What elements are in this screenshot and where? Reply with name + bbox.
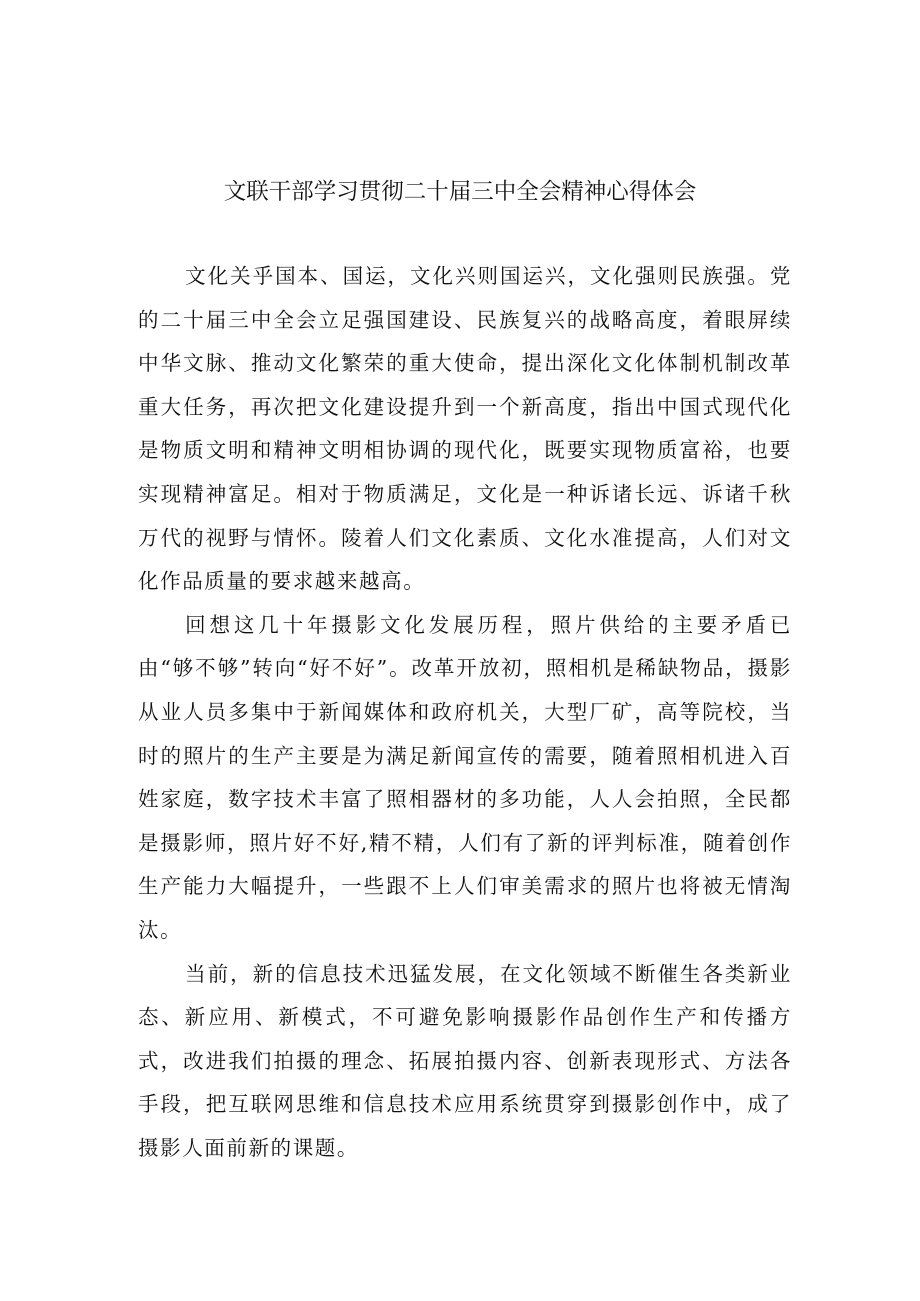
paragraph-3: 当前，新的信息技术迅猛发展，在文化领域不断催生各类新业态、新应用、新模式，不可避免影响摄影作品创作生产和传播方式，改进我们拍摄的理念、拓展拍摄内容、创新表现形式、方法各手段，把互联网思维和信息技术应用系统贯穿到摄影创作中，成了摄影人面前新的课题。 (138, 961, 792, 1160)
document-body (138, 255, 792, 1170)
document-title: 文联干部学习贯彻二十届三中全会精神心得体会 (223, 179, 697, 205)
paragraph-2: 回想这几十年摄影文化发展历程，照片供给的主要矛盾已由“够不够”转向“好不好”。改革开放初，照相机是稀缺物品，摄影从业人员多集中于新闻媒体和政府机关，大型厂矿，高等院校，当时的照片的生产主要是为满足新闻宣传的需要，随着照相机进入百姓家庭，数字技术丰富了照相器材的多功能，人人会拍照，全民都是摄影师，照片好不好,精不精，人们有了新的评判标准，随着创作生产能力大幅提升，一些跟不上人们审美需求的照片也将被无情淘汰。 (138, 612, 792, 942)
paragraph-1: 文化关乎国本、国运，文化兴则国运兴，文化强则民族强。党的二十届三中全会立足强国建设、民族复兴的战略高度，着眼屏续中华文脉、推动文化繁荣的重大使命，提出深化文化体制机制改革重大任务，再次把文化建设提升到一个新高度，指出中国式现代化是物质文明和精神文明相协调的现代化，既要实现物质富裕，也要实现精神富足。相对于物质满足，文化是一种诉诸长远、诉诸千秋万代的视野与情怀。陵着人们文化素质、文化水准提高，人们对文化作品质量的要求越来越高。 (138, 264, 792, 594)
